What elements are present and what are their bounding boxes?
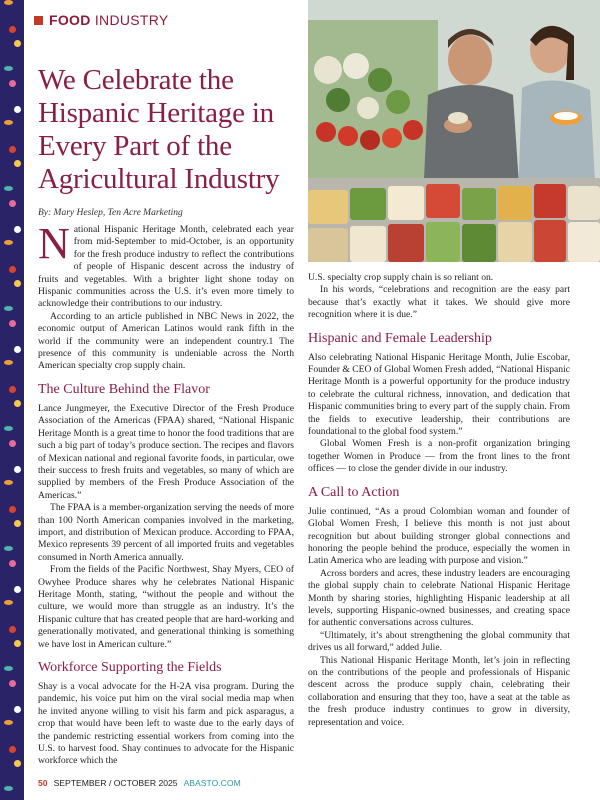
body-paragraph: From the fields of the Pacific Northwest, Shay Myers, CEO of Owyhee Produce shares why he celebrates National Hispanic Heritage Month, stating, “without the people and without the culture, we would more than struggle as an industry. It’s the Hispanic culture that has created people that are hard-working and generationally motivated, and generational thinking is something we have lost in American culture.” <box>38 564 294 650</box>
flower-ornament-icon <box>14 640 21 647</box>
hero-photo <box>308 0 600 262</box>
article-column-right <box>308 272 570 729</box>
flower-ornament-icon <box>9 560 16 567</box>
website-link[interactable]: ABASTO.COM <box>183 778 241 788</box>
page-number: 50 <box>38 778 48 788</box>
body-paragraph: U.S. specialty crop supply chain is so reliant on. <box>308 272 494 283</box>
produce-scene-illustration <box>308 0 600 262</box>
leaf-ornament-icon <box>4 66 13 71</box>
body-paragraph: Also celebrating National Hispanic Heritage Month, Julie Escobar, Founder & CEO of Global Women Fresh added, “National Hispanic Heritage Month is a powerful opportunity for the produce industry to celebrate the cultural richness, innovation, and dedication that Hispanic communities bring to every part of the supply chain. From the fields to executive leadership, their contributions are foundational to the global food system.” <box>308 351 570 438</box>
leaf-ornament-icon <box>4 480 13 485</box>
flower-ornament-icon <box>9 146 16 153</box>
byline: By: Mary Heslep, Ten Acre Marketing <box>38 208 183 218</box>
body-paragraph: Global Women Fresh is a non-profit organization bringing together Women in Produce — from the front lines to the front offices — to close the gender divide in our industry. <box>308 438 570 475</box>
leaf-ornament-icon <box>4 720 13 725</box>
flower-ornament-icon <box>14 706 21 713</box>
flower-ornament-icon <box>14 586 21 593</box>
subheading-culture: The Culture Behind the Flavor <box>38 381 210 397</box>
subheading-call-to-action: A Call to Action <box>308 484 400 500</box>
flower-ornament-icon <box>9 80 16 87</box>
leaf-ornament-icon <box>4 306 13 311</box>
intro-paragraph: National Hispanic Heritage Month, celebrated each year from mid-September to mid-October, is an opportunity for the fresh produce industry to reflect the contributions of people of Hispanic descent across the industry of fruits and vegetables. With a brighter light shone today on Hispanic communities across the U.S. it’s even more timely to acknowledge their contributions to our industry. <box>38 219 294 310</box>
flower-ornament-icon <box>9 266 16 273</box>
leaf-ornament-icon <box>4 786 13 791</box>
decorative-side-border <box>0 0 24 800</box>
subheading-leadership: Hispanic and Female Leadership <box>308 330 492 346</box>
flower-ornament-icon <box>14 346 21 353</box>
flower-ornament-icon <box>14 760 21 767</box>
leaf-ornament-icon <box>4 666 13 671</box>
leaf-ornament-icon <box>4 600 13 605</box>
body-paragraph: This National Hispanic Heritage Month, let’s join in reflecting on the contributions of the people and professionals of Hispanic descent across the produce supply chain, celebrating their collaboration and ensuring that they too, have a seat at the table as the fresh produce industry continues to grow in diversity, representation and voice. <box>308 654 570 728</box>
body-paragraph: In his words, “celebrations and recognition are the easy part because that’s exactly what it takes. We should give more recognition where it is due.” <box>308 284 570 321</box>
section-header <box>34 12 169 28</box>
issue-date: SEPTEMBER / OCTOBER 2025 <box>53 778 178 788</box>
flower-ornament-icon <box>9 26 16 33</box>
leaf-ornament-icon <box>4 360 13 365</box>
flower-ornament-icon <box>14 106 21 113</box>
body-paragraph: “Ultimately, it’s about strengthening the global community that drives us all forward,” added Julie. <box>308 629 570 654</box>
flower-ornament-icon <box>14 160 21 167</box>
subheading-workforce: Workforce Supporting the Fields <box>38 660 222 675</box>
flower-ornament-icon <box>14 520 21 527</box>
body-paragraph: Julie continued, “As a proud Colombian woman and founder of Global Women Fresh, I believe this month is not just about recognition but about building stronger global connections and honoring the people behind the produce, especially the women in Latin America who are leading with purpose and vision.” <box>308 505 570 567</box>
flower-ornament-icon <box>14 400 21 407</box>
section-square-icon <box>34 16 43 25</box>
flower-ornament-icon <box>9 200 16 207</box>
flower-ornament-icon <box>14 466 21 473</box>
flower-ornament-icon <box>9 746 16 753</box>
article-column-left <box>38 219 294 768</box>
leaf-ornament-icon <box>4 426 13 431</box>
flower-ornament-icon <box>9 626 16 633</box>
leaf-ornament-icon <box>4 0 13 5</box>
flower-ornament-icon <box>9 680 16 687</box>
leaf-ornament-icon <box>4 546 13 551</box>
body-paragraph: Lance Jungmeyer, the Executive Director of the Fresh Produce Association of the Americas (FPAA) shared, “National Hispanic Heritage Month is a great time to honor the food traditions that are such a big part of today’s produce section. The recipes and flavors of Mexican national and regional favorite foods, in particular, owe their success to fresh fruits and vegetables, so many of which are supplied by members of the Fresh Produce Association of the Americas.” <box>38 402 294 501</box>
section-label: FOOD INDUSTRY <box>49 12 169 28</box>
flower-ornament-icon <box>9 386 16 393</box>
flower-ornament-icon <box>9 320 16 327</box>
article-title: We Celebrate the Hispanic Heritage in Every Part of the Agricultural Industry <box>38 64 280 195</box>
page-footer <box>38 778 241 788</box>
body-paragraph: Across borders and acres, these industry leaders are encouraging the global supply chain to celebrate National Hispanic Heritage Month by sharing stories, highlighting Hispanic leadership at all levels, supporting Hispanic-owned businesses, and creating space for authentic conversations across cultures. <box>308 567 570 629</box>
drop-cap: N <box>38 219 70 268</box>
flower-ornament-icon <box>14 40 21 47</box>
flower-ornament-icon <box>9 506 16 513</box>
body-paragraph: Shay is a vocal advocate for the H-2A visa program. During the pandemic, his voice put him on the viral social media map when he invited anyone willing to visit his farm and pick asparagus, a crop that would have been left to waste due to the early days of the pandemic restricting essential workers from coming into the U.S. to harvest food. Shay continues to advocate for the Hispanic workforce which the <box>38 681 294 767</box>
body-paragraph: According to an article published in NBC News in 2022, the economic output of American Latinos would rank fifth in the world if the community were an independent country.1 The presence of this community is undeniable across the North American specialty crop supply chain. <box>38 310 294 372</box>
flower-ornament-icon <box>9 440 16 447</box>
leaf-ornament-icon <box>4 240 13 245</box>
body-paragraph: The FPAA is a member-organization serving the needs of more than 100 North American companies involved in the marketing, import, and distribution of Mexican produce. According to FPAA, Mexico represents 39 percent of all imported fruits and vegetables consumed in North America annually. <box>38 502 294 563</box>
leaf-ornament-icon <box>4 186 13 191</box>
flower-ornament-icon <box>14 226 21 233</box>
leaf-ornament-icon <box>4 120 13 125</box>
flower-ornament-icon <box>14 280 21 287</box>
